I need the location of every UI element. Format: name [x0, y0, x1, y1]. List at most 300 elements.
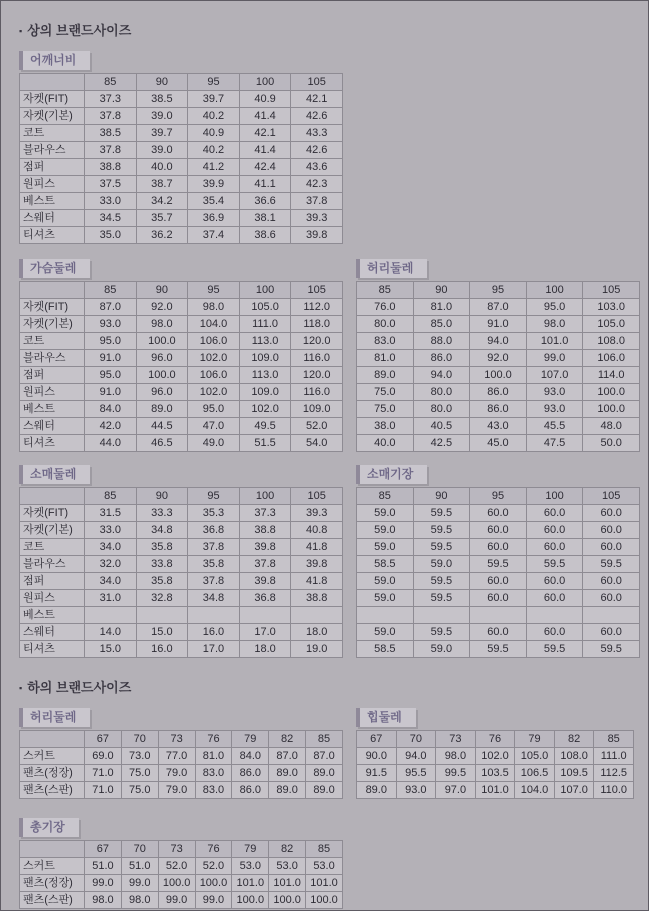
size-value-cell: 15.0 [136, 624, 188, 641]
size-value-cell: 41.8 [291, 573, 343, 590]
size-value-cell: 81.0 [357, 350, 414, 367]
size-value-cell: 39.3 [291, 505, 343, 522]
size-value-cell: 93.0 [526, 384, 583, 401]
size-value-cell: 98.0 [136, 316, 188, 333]
row-label: 베스트 [20, 193, 85, 210]
size-value-cell: 86.0 [470, 401, 527, 418]
row-label: 블라우스 [20, 556, 85, 573]
size-column-header: 67 [85, 731, 122, 748]
size-column-header: 67 [85, 841, 122, 858]
size-value-cell: 59.0 [357, 539, 414, 556]
size-value-cell: 105.0 [239, 299, 291, 316]
size-value-cell: 86.0 [470, 384, 527, 401]
size-value-cell: 51.0 [85, 858, 122, 875]
row-label: 스커트 [20, 858, 85, 875]
size-value-cell: 37.4 [188, 227, 240, 244]
size-column-header: 76 [195, 731, 232, 748]
size-value-cell: 75.0 [357, 384, 414, 401]
size-value-cell: 33.3 [136, 505, 188, 522]
size-value-cell: 91.0 [470, 316, 527, 333]
size-value-cell: 60.0 [470, 590, 527, 607]
size-value-cell: 44.0 [85, 435, 137, 452]
table-row [20, 316, 343, 333]
size-value-cell: 89.0 [136, 401, 188, 418]
size-value-cell: 42.6 [291, 108, 343, 125]
size-value-cell: 60.0 [526, 590, 583, 607]
size-value-cell: 33.0 [85, 193, 137, 210]
size-column-header: 105 [291, 488, 343, 505]
size-value-cell: 59.0 [357, 590, 414, 607]
table-row [20, 607, 343, 624]
size-value-cell: 94.0 [396, 748, 436, 765]
size-value-cell: 59.5 [470, 556, 527, 573]
row-label: 베스트 [20, 607, 85, 624]
size-value-cell: 87.0 [470, 299, 527, 316]
size-value-cell: 42.1 [239, 125, 291, 142]
size-value-cell: 100.0 [136, 367, 188, 384]
size-column-header: 70 [121, 841, 158, 858]
table-row [20, 858, 343, 875]
size-value-cell: 31.5 [85, 505, 137, 522]
size-value-cell: 60.0 [583, 505, 640, 522]
size-value-cell: 109.5 [554, 765, 594, 782]
row-label: 원피스 [20, 590, 85, 607]
table-row [20, 367, 343, 384]
table-row [357, 384, 640, 401]
size-value-cell: 34.2 [136, 193, 188, 210]
table-row [357, 316, 640, 333]
size-value-cell: 95.5 [396, 765, 436, 782]
size-value-cell: 58.5 [357, 556, 414, 573]
size-column-header: 73 [158, 731, 195, 748]
size-value-cell: 98.0 [526, 316, 583, 333]
size-value-cell: 36.8 [239, 590, 291, 607]
total-length-block [19, 818, 343, 909]
size-value-cell [188, 607, 240, 624]
size-value-cell: 113.0 [239, 367, 291, 384]
size-value-cell: 59.5 [413, 590, 470, 607]
size-value-cell: 36.2 [136, 227, 188, 244]
table-row [357, 539, 640, 556]
size-header-row [20, 282, 343, 299]
size-value-cell: 54.0 [291, 435, 343, 452]
size-value-cell: 59.5 [413, 624, 470, 641]
row-label: 스커트 [20, 748, 85, 765]
size-value-cell: 37.3 [85, 91, 137, 108]
size-column-header: 90 [413, 282, 470, 299]
size-value-cell: 84.0 [85, 401, 137, 418]
row-label: 티셔츠 [20, 227, 85, 244]
size-value-cell: 89.0 [269, 782, 306, 799]
size-value-cell: 98.0 [436, 748, 476, 765]
size-value-cell: 116.0 [291, 350, 343, 367]
size-value-cell: 39.8 [291, 227, 343, 244]
table-row [357, 333, 640, 350]
size-value-cell: 39.0 [136, 142, 188, 159]
corner-cell [20, 731, 85, 748]
size-value-cell: 89.0 [269, 765, 306, 782]
size-value-cell: 96.0 [136, 384, 188, 401]
size-value-cell: 60.0 [470, 539, 527, 556]
size-value-cell: 104.0 [515, 782, 555, 799]
size-value-cell: 40.5 [413, 418, 470, 435]
size-value-cell: 18.0 [291, 624, 343, 641]
size-value-cell: 38.8 [85, 159, 137, 176]
size-value-cell: 114.0 [583, 367, 640, 384]
size-value-cell: 76.0 [357, 299, 414, 316]
size-value-cell: 59.0 [357, 624, 414, 641]
size-value-cell: 110.0 [594, 782, 634, 799]
size-column-header: 95 [188, 282, 240, 299]
table-row [357, 765, 634, 782]
table-row [357, 641, 640, 658]
shoulder-width-table [19, 73, 343, 244]
size-column-header: 85 [85, 74, 137, 91]
size-value-cell: 120.0 [291, 367, 343, 384]
size-value-cell [583, 607, 640, 624]
size-value-cell: 101.0 [232, 875, 269, 892]
size-value-cell: 41.2 [188, 159, 240, 176]
size-value-cell: 99.0 [526, 350, 583, 367]
size-value-cell: 101.0 [269, 875, 306, 892]
size-column-header: 82 [554, 731, 594, 748]
size-value-cell: 19.0 [291, 641, 343, 658]
size-column-header: 95 [188, 74, 240, 91]
size-value-cell: 93.0 [526, 401, 583, 418]
size-column-header: 76 [475, 731, 515, 748]
bottom-waist-hip-row [19, 708, 644, 799]
size-value-cell: 38.5 [85, 125, 137, 142]
size-value-cell: 86.0 [413, 350, 470, 367]
size-value-cell: 60.0 [470, 624, 527, 641]
size-value-cell: 49.5 [239, 418, 291, 435]
size-value-cell: 100.0 [470, 367, 527, 384]
size-value-cell: 59.5 [583, 556, 640, 573]
size-value-cell: 83.0 [357, 333, 414, 350]
waist-girth-bottom-block [19, 708, 343, 799]
size-value-cell: 52.0 [291, 418, 343, 435]
size-value-cell: 96.0 [136, 350, 188, 367]
size-value-cell: 99.0 [158, 892, 195, 909]
size-value-cell: 42.1 [291, 91, 343, 108]
size-column-header: 90 [136, 74, 188, 91]
size-value-cell: 93.0 [396, 782, 436, 799]
size-value-cell: 106.5 [515, 765, 555, 782]
table-row [20, 782, 343, 799]
size-value-cell: 38.8 [291, 590, 343, 607]
size-value-cell: 18.0 [239, 641, 291, 658]
size-value-cell: 39.8 [239, 539, 291, 556]
size-value-cell: 100.0 [232, 892, 269, 909]
size-value-cell: 112.0 [291, 299, 343, 316]
size-value-cell: 84.0 [232, 748, 269, 765]
size-column-header: 85 [306, 841, 343, 858]
size-value-cell: 31.0 [85, 590, 137, 607]
table-row [357, 418, 640, 435]
size-value-cell: 94.0 [413, 367, 470, 384]
size-value-cell: 71.0 [85, 782, 122, 799]
size-value-cell: 42.4 [239, 159, 291, 176]
size-value-cell: 100.0 [158, 875, 195, 892]
waist-girth-top-table [356, 281, 640, 452]
row-label: 팬츠(스판) [20, 782, 85, 799]
table-row [357, 748, 634, 765]
size-value-cell: 59.5 [413, 539, 470, 556]
size-value-cell: 60.0 [526, 624, 583, 641]
size-value-cell: 91.5 [357, 765, 397, 782]
size-value-cell: 95.0 [188, 401, 240, 418]
top-section-title [19, 20, 644, 39]
size-value-cell: 95.0 [526, 299, 583, 316]
table-row [20, 435, 343, 452]
table-title-badge-shoulder: 어깨너비 [19, 51, 90, 70]
size-value-cell: 40.0 [136, 159, 188, 176]
size-value-cell: 35.8 [136, 573, 188, 590]
row-label: 코트 [20, 125, 85, 142]
size-value-cell: 105.0 [515, 748, 555, 765]
size-value-cell: 91.0 [85, 350, 137, 367]
table-row [20, 176, 343, 193]
size-value-cell: 46.5 [136, 435, 188, 452]
bullet-icon: ▪ [19, 683, 23, 693]
size-value-cell: 59.5 [583, 641, 640, 658]
row-label: 팬츠(정장) [20, 765, 85, 782]
table-row [20, 505, 343, 522]
size-value-cell: 120.0 [291, 333, 343, 350]
size-column-header: 79 [232, 841, 269, 858]
size-value-cell: 91.0 [85, 384, 137, 401]
size-column-header: 79 [515, 731, 555, 748]
size-value-cell: 81.0 [195, 748, 232, 765]
size-value-cell: 98.0 [85, 892, 122, 909]
bullet-icon: ▪ [19, 26, 23, 36]
size-column-header: 70 [121, 731, 158, 748]
size-value-cell: 37.8 [188, 539, 240, 556]
size-value-cell: 47.0 [188, 418, 240, 435]
row-label: 자켓(기본) [20, 108, 85, 125]
size-value-cell: 38.8 [239, 522, 291, 539]
size-value-cell: 59.5 [413, 505, 470, 522]
size-value-cell: 37.3 [239, 505, 291, 522]
size-value-cell: 39.7 [136, 125, 188, 142]
size-value-cell [470, 607, 527, 624]
row-label: 점퍼 [20, 573, 85, 590]
sleeve-length-block [356, 465, 640, 658]
size-value-cell: 60.0 [526, 573, 583, 590]
size-column-header: 95 [470, 282, 527, 299]
table-row [20, 125, 343, 142]
size-value-cell: 39.0 [136, 108, 188, 125]
size-value-cell: 106.0 [583, 350, 640, 367]
table-row [357, 607, 640, 624]
size-value-cell: 34.5 [85, 210, 137, 227]
size-value-cell: 59.5 [470, 641, 527, 658]
size-value-cell: 102.0 [188, 350, 240, 367]
size-value-cell: 40.2 [188, 142, 240, 159]
corner-cell [20, 841, 85, 858]
size-value-cell: 42.6 [291, 142, 343, 159]
size-value-cell: 88.0 [413, 333, 470, 350]
size-value-cell: 36.9 [188, 210, 240, 227]
size-value-cell: 53.0 [306, 858, 343, 875]
size-value-cell: 59.0 [413, 641, 470, 658]
total-length-table [19, 840, 343, 909]
size-value-cell: 79.0 [158, 782, 195, 799]
table-title-badge-waist-top: 허리둘레 [356, 259, 427, 278]
size-value-cell: 60.0 [526, 505, 583, 522]
table-row [20, 299, 343, 316]
row-label: 원피스 [20, 176, 85, 193]
size-value-cell: 53.0 [232, 858, 269, 875]
waist-girth-top-block [356, 259, 640, 452]
row-label: 팬츠(스판) [20, 892, 85, 909]
size-column-header: 105 [291, 74, 343, 91]
size-value-cell: 118.0 [291, 316, 343, 333]
size-column-header: 79 [232, 731, 269, 748]
table-row [20, 91, 343, 108]
hip-girth-table [356, 730, 634, 799]
row-label: 코트 [20, 539, 85, 556]
size-column-header: 100 [239, 488, 291, 505]
size-column-header: 95 [188, 488, 240, 505]
table-row [20, 142, 343, 159]
size-value-cell: 71.0 [85, 765, 122, 782]
size-value-cell: 87.0 [306, 748, 343, 765]
size-value-cell: 89.0 [306, 782, 343, 799]
size-column-header: 90 [136, 282, 188, 299]
size-value-cell: 80.0 [357, 316, 414, 333]
size-value-cell: 100.0 [269, 892, 306, 909]
table-row [357, 367, 640, 384]
table-row [20, 748, 343, 765]
table-row [20, 624, 343, 641]
size-value-cell: 35.4 [188, 193, 240, 210]
size-value-cell: 98.0 [188, 299, 240, 316]
size-value-cell: 80.0 [413, 401, 470, 418]
size-value-cell: 116.0 [291, 384, 343, 401]
size-value-cell: 41.4 [239, 108, 291, 125]
size-value-cell: 109.0 [239, 384, 291, 401]
size-value-cell: 32.8 [136, 590, 188, 607]
size-value-cell: 111.0 [594, 748, 634, 765]
size-value-cell: 37.8 [188, 573, 240, 590]
row-label: 티셔츠 [20, 641, 85, 658]
size-value-cell: 109.0 [291, 401, 343, 418]
size-value-cell: 100.0 [136, 333, 188, 350]
size-value-cell: 38.7 [136, 176, 188, 193]
size-value-cell: 43.0 [470, 418, 527, 435]
size-column-header: 85 [85, 488, 137, 505]
size-value-cell: 107.0 [554, 782, 594, 799]
table-row [20, 590, 343, 607]
table-row [357, 350, 640, 367]
size-column-header: 100 [239, 282, 291, 299]
size-value-cell: 39.8 [239, 573, 291, 590]
size-value-cell: 38.1 [239, 210, 291, 227]
row-label: 자켓(FIT) [20, 299, 85, 316]
size-column-header: 82 [269, 731, 306, 748]
size-column-header: 70 [396, 731, 436, 748]
size-value-cell: 49.0 [188, 435, 240, 452]
size-value-cell: 105.0 [583, 316, 640, 333]
size-value-cell: 42.3 [291, 176, 343, 193]
size-value-cell: 16.0 [188, 624, 240, 641]
size-value-cell: 103.5 [475, 765, 515, 782]
size-value-cell [85, 607, 137, 624]
table-title-badge-total-length: 총기장 [19, 818, 79, 837]
size-value-cell: 99.0 [121, 875, 158, 892]
size-value-cell: 40.9 [239, 91, 291, 108]
table-row [357, 556, 640, 573]
size-value-cell: 100.0 [195, 875, 232, 892]
size-value-cell: 92.0 [470, 350, 527, 367]
size-value-cell: 98.0 [121, 892, 158, 909]
size-value-cell: 60.0 [583, 573, 640, 590]
table-row [20, 418, 343, 435]
table-row [20, 401, 343, 418]
size-column-header: 100 [239, 74, 291, 91]
size-value-cell: 43.6 [291, 159, 343, 176]
size-value-cell: 45.0 [470, 435, 527, 452]
size-header-row [357, 488, 640, 505]
size-value-cell: 15.0 [85, 641, 137, 658]
size-value-cell [291, 607, 343, 624]
row-label: 자켓(FIT) [20, 91, 85, 108]
size-header-row [357, 282, 640, 299]
table-row [20, 384, 343, 401]
table-row [357, 522, 640, 539]
size-value-cell: 38.6 [239, 227, 291, 244]
size-value-cell: 83.0 [195, 765, 232, 782]
size-value-cell: 99.5 [436, 765, 476, 782]
row-label: 티셔츠 [20, 435, 85, 452]
table-row [20, 193, 343, 210]
size-value-cell: 37.8 [85, 108, 137, 125]
size-column-header: 85 [306, 731, 343, 748]
bottom-section-title-text: 하의 브랜드사이즈 [27, 680, 132, 695]
table-row [20, 227, 343, 244]
waist-girth-bottom-table [19, 730, 343, 799]
size-value-cell: 100.0 [583, 401, 640, 418]
table-row [357, 573, 640, 590]
size-value-cell: 94.0 [470, 333, 527, 350]
size-header-row [20, 841, 343, 858]
row-label: 원피스 [20, 384, 85, 401]
size-value-cell: 51.5 [239, 435, 291, 452]
size-column-header: 90 [413, 488, 470, 505]
size-value-cell: 40.0 [357, 435, 414, 452]
table-row [357, 624, 640, 641]
table-row [20, 522, 343, 539]
size-column-header: 82 [269, 841, 306, 858]
size-value-cell: 111.0 [239, 316, 291, 333]
size-value-cell: 35.8 [136, 539, 188, 556]
size-value-cell: 60.0 [583, 624, 640, 641]
table-row [357, 782, 634, 799]
row-label: 스웨터 [20, 418, 85, 435]
size-value-cell: 99.0 [195, 892, 232, 909]
top-section-title-text: 상의 브랜드사이즈 [27, 23, 132, 38]
size-column-header: 100 [526, 282, 583, 299]
size-column-header: 73 [436, 731, 476, 748]
size-value-cell: 59.0 [413, 556, 470, 573]
size-value-cell [357, 607, 414, 624]
table-title-badge-sleeve-girth: 소매둘레 [19, 465, 90, 484]
size-column-header: 67 [357, 731, 397, 748]
size-value-cell: 102.0 [239, 401, 291, 418]
table-row [357, 505, 640, 522]
row-label: 점퍼 [20, 159, 85, 176]
